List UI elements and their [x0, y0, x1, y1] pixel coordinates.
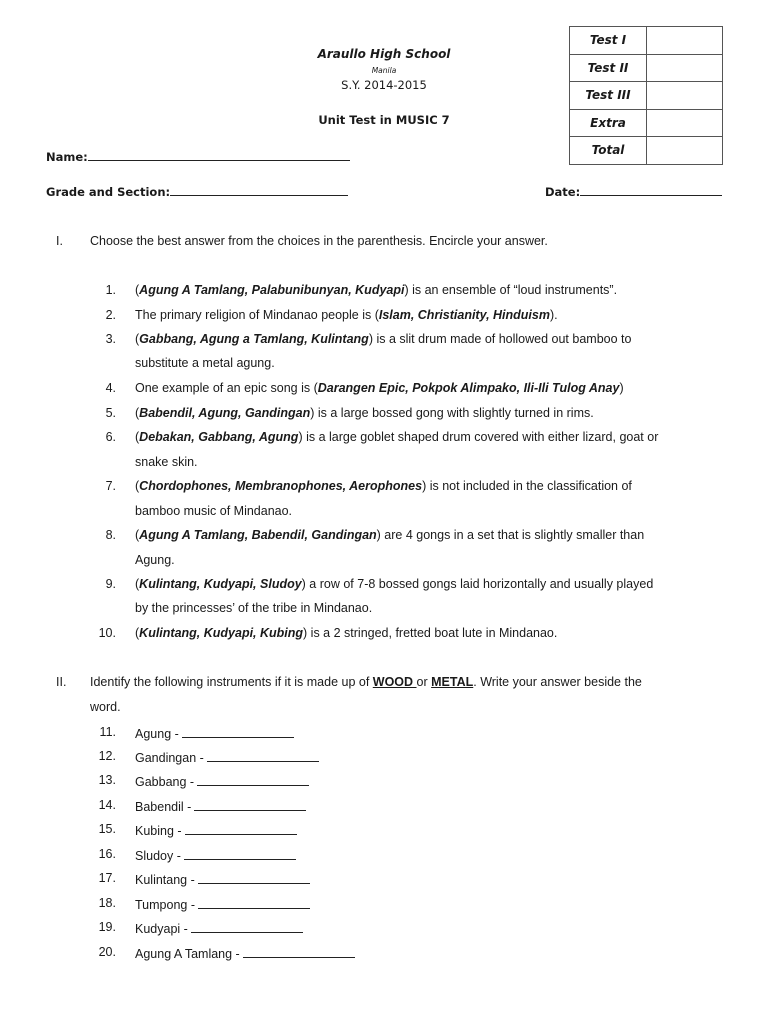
item-label: Tumpong -	[135, 898, 195, 912]
item-label: Babendil -	[135, 800, 192, 814]
item-number: 19.	[98, 920, 116, 934]
item-number: 17.	[98, 871, 116, 885]
score-box[interactable]	[647, 54, 723, 82]
question-choices[interactable]: Kulintang, Kudyapi, Kubing	[139, 626, 304, 640]
grade-section-field	[46, 183, 348, 199]
school-city: Manila	[371, 66, 397, 75]
item-label: Kudyapi -	[135, 922, 188, 936]
question-choices[interactable]: Darangen Epic, Pokpok Alimpako, Ili-Ili Tulog Anay	[317, 381, 620, 395]
question-text: One example of an epic song is (Darangen Epic, Pokpok Alimpako, Ili-Ili Tulog Anay)	[135, 381, 624, 395]
name-blank[interactable]	[88, 148, 350, 161]
question-continuation: Agung.	[135, 553, 175, 567]
question-number: 3.	[105, 332, 116, 346]
grade-section-label: Grade and Section:	[46, 185, 171, 199]
question-text: (Babendil, Agung, Gandingan) is a large bossed gong with slightly turned in rims.	[135, 406, 594, 420]
date-label: Date:	[545, 185, 581, 199]
answer-blank[interactable]	[197, 773, 309, 786]
date-field	[545, 183, 722, 199]
part2-instruction-line2: word.	[90, 700, 121, 714]
score-row	[570, 27, 723, 55]
test-title: Unit Test in MUSIC 7	[318, 113, 450, 127]
score-box[interactable]	[647, 109, 723, 137]
question-choices[interactable]: Agung A Tamlang, Palabunibunyan, Kudyapi	[139, 283, 405, 297]
question-number: 9.	[105, 577, 116, 591]
answer-blank[interactable]	[207, 749, 319, 762]
question-choices[interactable]: Chordophones, Membranophones, Aerophones	[139, 479, 423, 493]
item-number: 11.	[99, 725, 116, 739]
question-number: 6.	[105, 430, 116, 444]
item-label: Gandingan -	[135, 751, 204, 765]
question-choices[interactable]: Babendil, Agung, Gandingan	[139, 406, 311, 420]
question-number: 8.	[105, 528, 116, 542]
answer-blank[interactable]	[182, 725, 294, 738]
part2-numeral: II.	[56, 675, 67, 689]
question-number: 5.	[105, 406, 116, 420]
grade-section-blank[interactable]	[170, 183, 348, 196]
answer-blank[interactable]	[243, 945, 355, 958]
item-number: 14.	[98, 798, 116, 812]
answer-blank[interactable]	[185, 822, 297, 835]
question-number: 2.	[105, 308, 116, 322]
score-row	[570, 137, 723, 165]
question-number: 10.	[98, 626, 116, 640]
question-text: The primary religion of Mindanao people is (Islam, Christianity, Hinduism).	[135, 308, 558, 322]
question-continuation: bamboo music of Mindanao.	[135, 504, 293, 518]
item-number: 13.	[98, 773, 116, 787]
score-label: Test I	[570, 27, 647, 55]
school-year: S.Y. 2014-2015	[341, 78, 427, 92]
part2-instruction: Identify the following instruments if it is made up of WOOD or METAL. Write your answer beside the	[90, 675, 642, 689]
question-choices[interactable]: Kulintang, Kudyapi, Sludoy	[139, 577, 302, 591]
question-text: (Debakan, Gabbang, Agung) is a large goblet shaped drum covered with either lizard, goat or	[135, 430, 659, 444]
item-label: Kulintang -	[135, 873, 195, 887]
part1-instruction: Choose the best answer from the choices in the parenthesis. Encircle your answer.	[90, 234, 548, 248]
question-text: (Agung A Tamlang, Babendil, Gandingan) are 4 gongs in a set that is slightly smaller than	[135, 528, 645, 542]
name-label: Name:	[46, 150, 88, 164]
answer-blank[interactable]	[191, 920, 303, 933]
question-text: (Kulintang, Kudyapi, Kubing) is a 2 stringed, fretted boat lute in Mindanao.	[135, 626, 558, 640]
answer-blank[interactable]	[198, 896, 310, 909]
score-row	[570, 82, 723, 110]
item-number: 12.	[98, 749, 116, 763]
score-label: Total	[570, 137, 647, 165]
score-box[interactable]	[647, 27, 723, 55]
item-label: Agung A Tamlang -	[135, 947, 240, 961]
question-text: (Kulintang, Kudyapi, Sludoy) a row of 7-8 bossed gongs laid horizontally and usually played	[135, 577, 654, 591]
question-continuation: snake skin.	[135, 455, 198, 469]
score-box[interactable]	[647, 137, 723, 165]
question-continuation: by the princesses’ of the tribe in Mindanao.	[135, 601, 373, 615]
question-choices[interactable]: Islam, Christianity, Hinduism	[378, 308, 550, 322]
answer-blank[interactable]	[198, 871, 310, 884]
name-field	[46, 148, 350, 164]
score-box[interactable]	[647, 82, 723, 110]
item-label: Kubing -	[135, 824, 182, 838]
item-label: Agung -	[135, 727, 179, 741]
question-choices[interactable]: Debakan, Gabbang, Agung	[139, 430, 299, 444]
date-blank[interactable]	[580, 183, 722, 196]
question-number: 4.	[105, 381, 116, 395]
part1-numeral: I.	[56, 234, 63, 248]
question-choices[interactable]: Agung A Tamlang, Babendil, Gandingan	[139, 528, 377, 542]
score-label: Extra	[570, 109, 647, 137]
question-number: 1.	[105, 283, 116, 297]
item-number: 20.	[98, 945, 116, 959]
question-choices[interactable]: Gabbang, Agung a Tamlang, Kulintang	[139, 332, 369, 346]
score-table	[569, 26, 723, 165]
question-text: (Gabbang, Agung a Tamlang, Kulintang) is a slit drum made of hollowed out bamboo to	[135, 332, 632, 346]
question-continuation: substitute a metal agung.	[135, 356, 275, 370]
word-metal: METAL	[431, 675, 474, 689]
score-label: Test III	[570, 82, 647, 110]
item-number: 16.	[98, 847, 116, 861]
score-row	[570, 54, 723, 82]
item-label: Gabbang -	[135, 775, 195, 789]
score-row	[570, 109, 723, 137]
answer-blank[interactable]	[194, 798, 306, 811]
school-name: Araullo High School	[317, 47, 451, 61]
answer-blank[interactable]	[184, 847, 296, 860]
question-text: (Agung A Tamlang, Palabunibunyan, Kudyapi) is an ensemble of “loud instruments”.	[135, 283, 618, 297]
question-number: 7.	[105, 479, 116, 493]
item-number: 18.	[98, 896, 116, 910]
question-text: (Chordophones, Membranophones, Aerophones) is not included in the classification of	[135, 479, 632, 493]
item-label: Sludoy -	[135, 849, 181, 863]
word-wood: WOOD	[372, 675, 417, 689]
item-number: 15.	[98, 822, 116, 836]
score-label: Test II	[570, 54, 647, 82]
